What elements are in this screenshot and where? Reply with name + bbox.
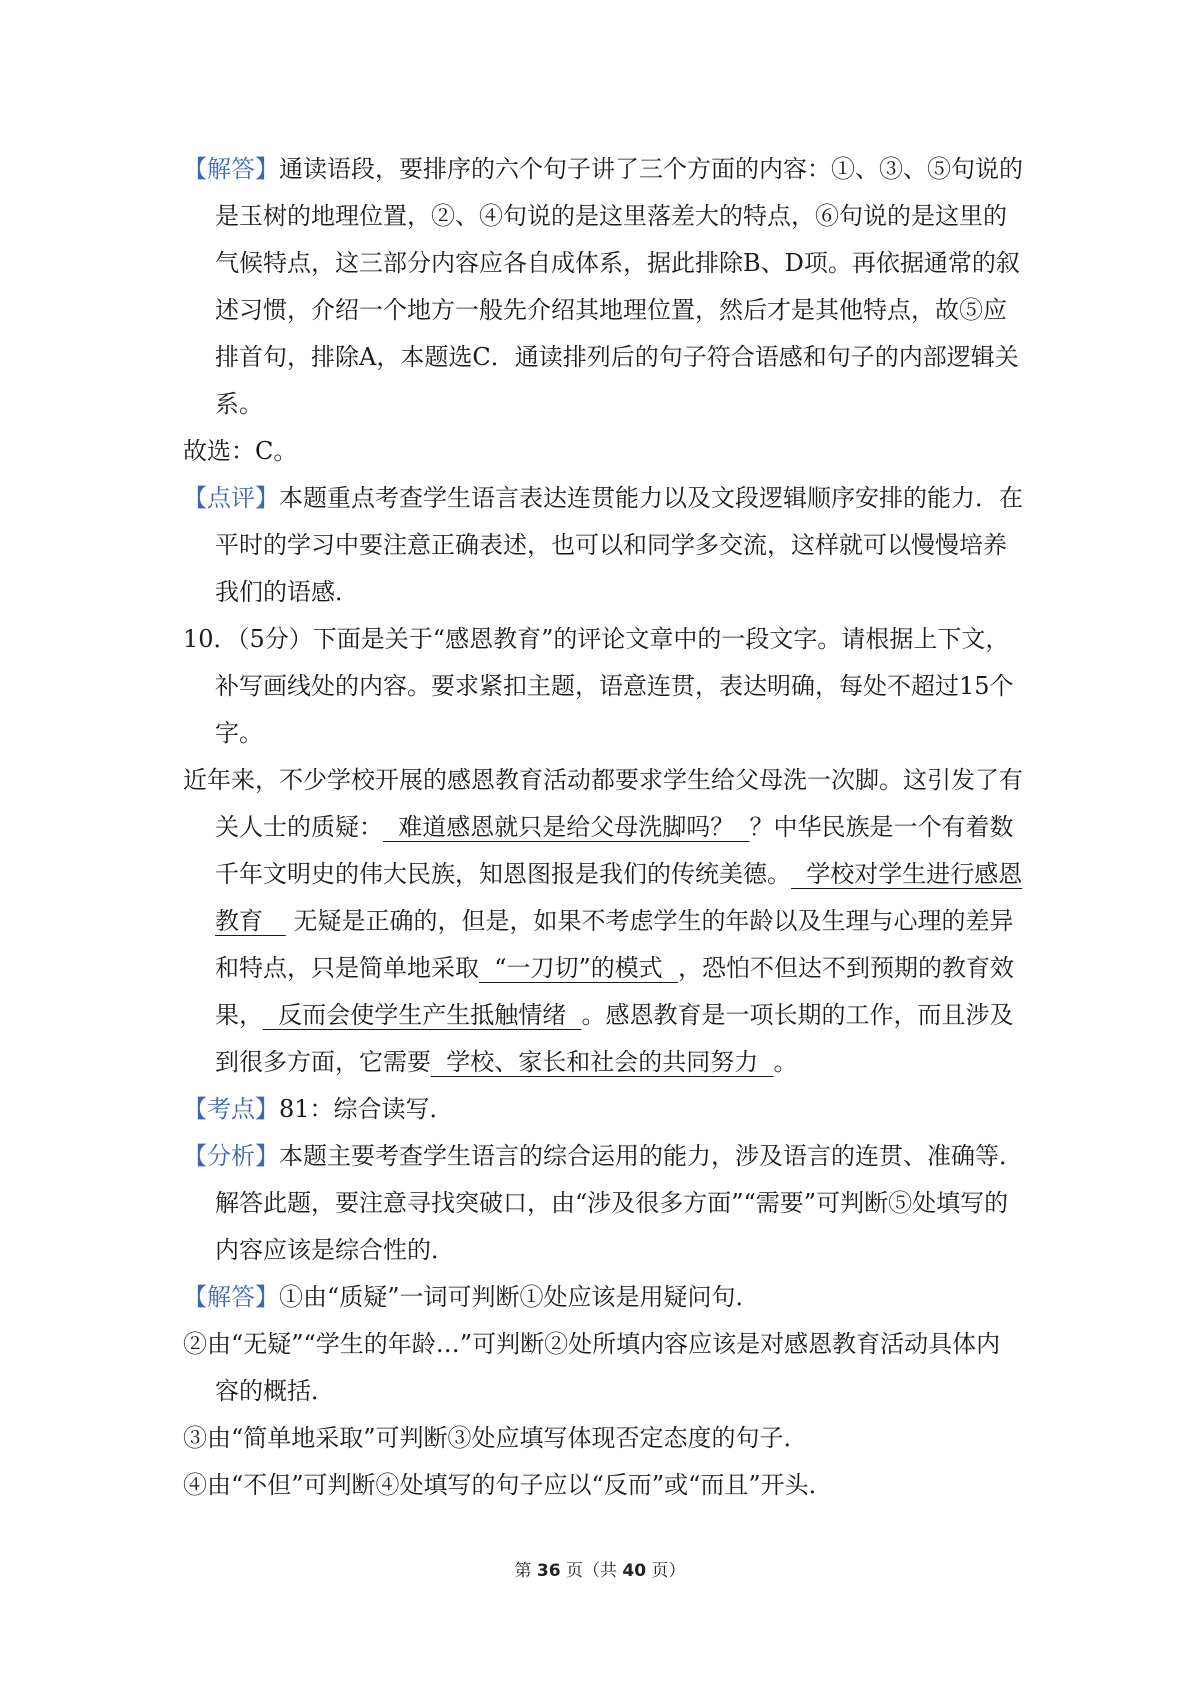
q10-answer-1: ①由“质疑”一词可判断①处应该是用疑问句．: [279, 1283, 760, 1311]
passage-text-4: ，恐怕不但达不到预期的教育效果，: [215, 954, 1015, 1029]
point-tag: 【考点】: [183, 1095, 279, 1123]
q10-point-text: 81：综合读写．: [279, 1095, 454, 1123]
analysis-tag: 【分析】: [183, 1142, 279, 1170]
q10-analysis: [183, 1133, 1023, 1274]
q10-answer-3: ③由“简单地采取”可判断③处应填写体现否定态度的句子．: [183, 1424, 808, 1452]
q10-answer: [183, 1274, 1023, 1321]
passage-text-5: 。感恩教育是一项长期的工作，而且涉及到很多方面，它需要: [215, 1001, 1014, 1076]
page-footer: [0, 1556, 1200, 1581]
blank-answer-5: 学校、家长和社会的共同努力: [431, 1048, 774, 1076]
footer-total-pages: 40: [622, 1561, 647, 1581]
footer-suffix: 页）: [651, 1561, 686, 1581]
footer-prefix: 第: [514, 1561, 532, 1581]
q9-choice: 故选：C。: [183, 437, 298, 465]
blank-answer-3: “一刀切”的模式: [479, 954, 679, 982]
q9-comment-text: 本题重点考查学生语言表达连贯能力以及文段逻辑顺序安排的能力．在平时的学习中要注意正确表述，也可以和同学多交流，这样就可以慢慢培养我们的语感．: [215, 484, 1023, 606]
q9-answer: [183, 146, 1023, 428]
q10-analysis-text: 本题主要考查学生语言的综合运用的能力，涉及语言的连贯、准确等．解答此题，要注意寻找突破口，由“涉及很多方面”“需要”可判断⑤处填写的内容应该是综合性的．: [215, 1142, 1023, 1264]
footer-page-number: 36: [536, 1561, 561, 1581]
answer-tag: 【解答】: [183, 155, 279, 183]
comment-tag: 【点评】: [183, 484, 279, 512]
q10-passage: [183, 757, 1023, 1086]
blank-answer-1: 难道感恩就只是给父母洗脚吗？: [383, 813, 750, 841]
document-body: [183, 146, 1023, 1509]
passage-text-6: 。: [773, 1048, 798, 1076]
q9-comment: [183, 475, 1023, 616]
q10-answer-2: ②由“无疑”“学生的年龄…”可判断②处所填内容应该是对感恩教育活动具体内容的概括．: [183, 1330, 1001, 1405]
q10-point: [183, 1086, 1023, 1133]
passage-text-1: 近年来，不少学校开展的感恩教育活动都要求学生给父母洗一次脚。这引发了有关人士的质疑：: [183, 766, 1023, 841]
blank-answer-2: 学校对学生进行感恩教育: [215, 860, 1023, 935]
q10-stem: 10．（5分）下面是关于“感恩教育”的评论文章中的一段文字。请根据上下文，补写画线处的内容。要求紧扣主题，语意连贯，表达明确，每处不超过15个字。: [183, 625, 1014, 747]
q9-answer-text: 通读语段，要排序的六个句子讲了三个方面的内容：①、③、⑤句说的是玉树的地理位置，②、④句说的是这里落差大的特点，⑥句说的是这里的气候特点，这三部分内容应各自成体系，据此排除B、D项。再依据通常的叙述习惯，介绍一个地方一般先介绍其地理位置，然后才是其他特点，故⑤应排首句，排除A，本题选C．通读排列后的句子符合语感和句子的内部逻辑关系。: [215, 155, 1023, 418]
answer-tag-2: 【解答】: [183, 1283, 279, 1311]
footer-mid: 页（共: [566, 1561, 617, 1581]
blank-answer-4: 反而会使学生产生抵触情绪: [263, 1001, 582, 1029]
passage-text-3: 无疑是正确的，但是，如果不考虑学生的年龄以及生理与心理的差异和特点，只是简单地采取: [215, 907, 1014, 982]
q10-answer-4: ④由“不但”可判断④处填写的句子应以“反而”或“而且”开头．: [183, 1471, 833, 1499]
passage-text-2: ？中华民族是一个有着数千年文明史的伟大民族，知恩图报是我们的传统美德。: [215, 813, 1014, 888]
